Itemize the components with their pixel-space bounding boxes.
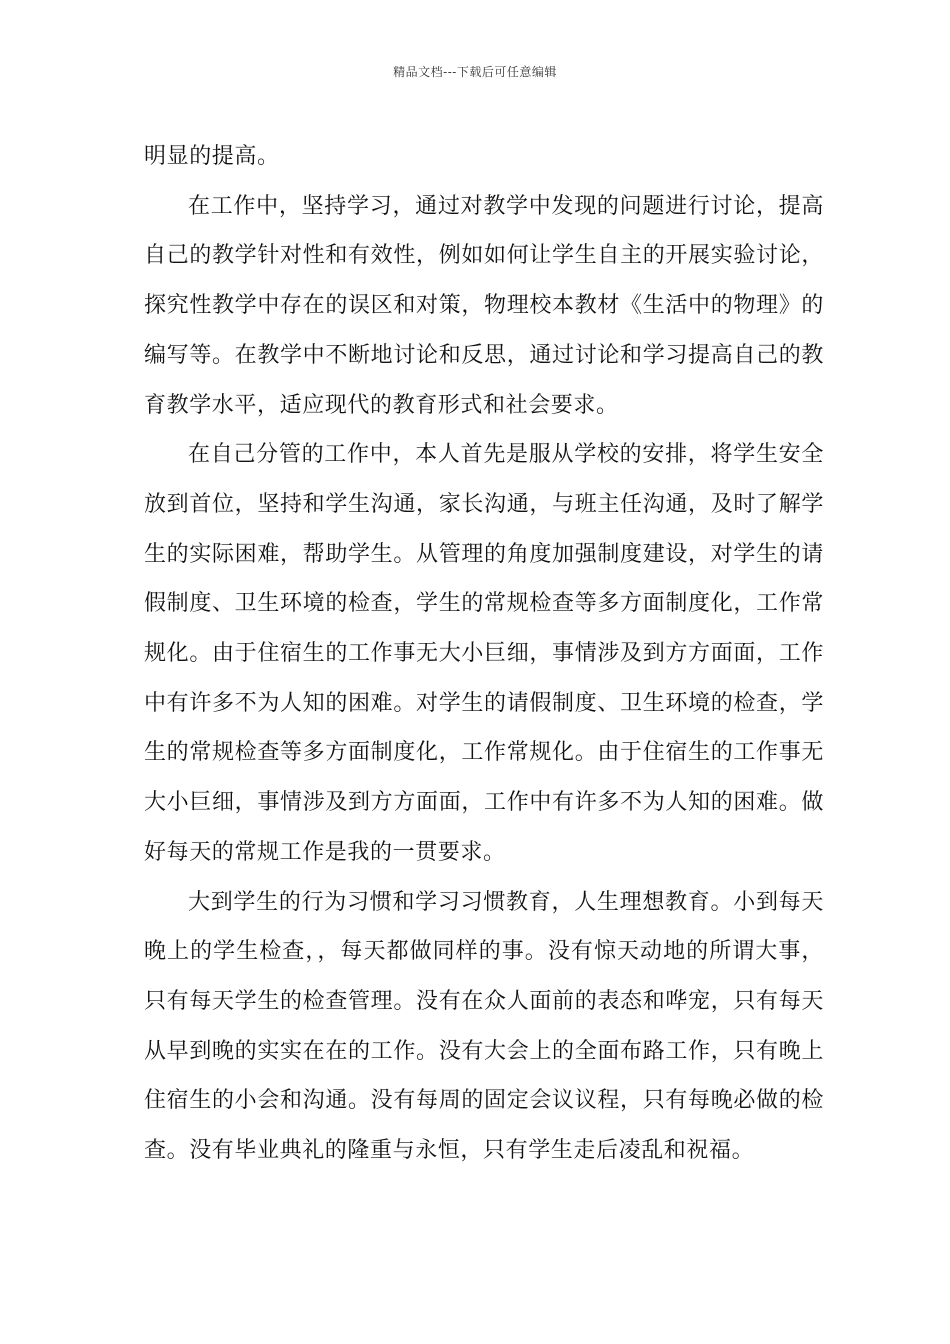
paragraph-daily-work: 大到学生的行为习惯和学习习惯教育，人生理想教育。小到每天晚上的学生检查，，每天都做同样的事。没有惊天动地的所谓大事，只有每天学生的检查管理。没有在众人面前的表态和哗宠，只有每天从早到晚的实实在在的工作。没有大会上的全面布路工作，只有晚上住宿生的小会和沟通。没有每周的固定会议议程，只有每晚必做的检查。没有毕业典礼的隆重与永恒，只有学生走后凌乱和祝福。 bbox=[144, 889, 824, 1164]
paragraph-management: 在自己分管的工作中，本人首先是服从学校的安排，将学生安全放到首位，坚持和学生沟通，家长沟通，与班主任沟通，及时了解学生的实际困难，帮助学生。从管理的角度加强制度建设，对学生的请假制度、卫生环境的检查，学生的常规检查等多方面制度化，工作常规化。由于住宿生的工作事无大小巨细，事情涉及到方方面面，工作中有许多不为人知的困难。对学生的请假制度、卫生环境的检查，学生的常规检查等多方面制度化，工作常规化。由于住宿生的工作事无大小巨细，事情涉及到方方面面，工作中有许多不为人知的困难。做好每天的常规工作是我的一贯要求。 bbox=[144, 442, 824, 865]
page-header: 精品文档---下载后可任意编辑 bbox=[393, 65, 557, 79]
document-body bbox=[144, 132, 824, 1176]
paragraph-study: 在工作中，坚持学习，通过对教学中发现的问题进行讨论，提高自己的教学针对性和有效性，例如如何让学生自主的开展实验讨论，探究性教学中存在的误区和对策，物理校本教材《生活中的物理》的编写等。在教学中不断地讨论和反思，通过讨论和学习提高自己的教育教学水平，适应现代的教育形式和社会要求。 bbox=[144, 193, 824, 418]
paragraph-continuation: 明显的提高。 bbox=[144, 144, 280, 169]
